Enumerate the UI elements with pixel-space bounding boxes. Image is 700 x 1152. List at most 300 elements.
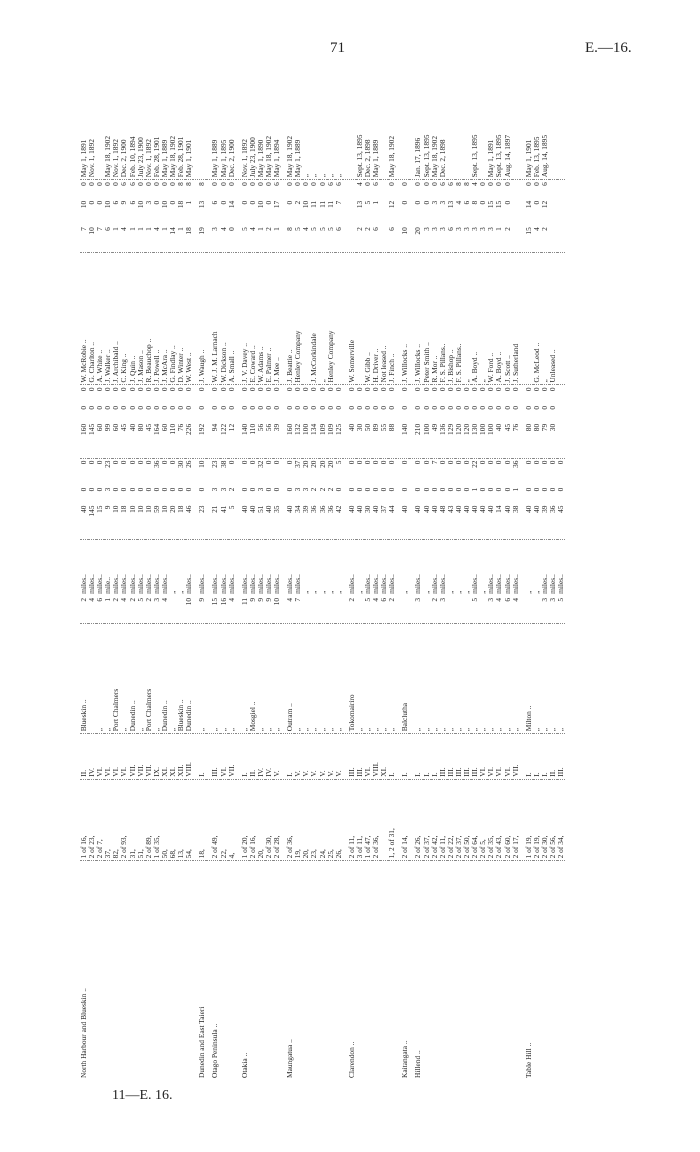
- cell-section: 2 of 30,: [541, 779, 549, 861]
- cell-area-acres: 36: [549, 504, 557, 540]
- cell-valuation: 94: [206, 422, 219, 458]
- cell-block: V.: [310, 734, 318, 779]
- cell-distance-unit: „: [168, 590, 178, 594]
- cell-area-roods: 0: [95, 487, 105, 492]
- cell-val-d: 0: [531, 387, 541, 392]
- cell-rent-l: 6: [447, 225, 455, 253]
- cell-lease-date: May 1, 1891: [487, 70, 495, 180]
- cell-area-perches: 0: [135, 460, 145, 465]
- cell-block: XI.: [380, 734, 388, 779]
- cell-area-roods: 0: [354, 487, 364, 492]
- cell-distance-unit: miles..: [494, 574, 504, 594]
- cell-rent-s: 10: [159, 200, 169, 209]
- cell-nearest-town: „: [479, 624, 487, 734]
- cell-lease-date: Nov. 1, 1892: [145, 70, 153, 180]
- cell-val-d: 0: [272, 387, 282, 392]
- cell-distance-unit: miles..: [143, 574, 153, 594]
- cell-district: Clarendon ..: [346, 1041, 356, 1078]
- cell-block: VII.: [137, 734, 145, 779]
- cell-val-d: 0: [95, 387, 105, 392]
- table-row: [302, 70, 310, 1080]
- table-row: [388, 70, 396, 1080]
- cell-nearest-town: „: [447, 624, 455, 734]
- cell-rent-s: 0: [478, 200, 488, 205]
- cell-area-roods: 0: [462, 487, 472, 492]
- cell-lessee: E. Palmer ..: [265, 253, 273, 385]
- cell-section: 2 of 49,: [206, 779, 219, 861]
- cell-rent-l: 4: [249, 225, 257, 253]
- table-row: [396, 70, 409, 1080]
- cell-area-acres: 10: [129, 504, 137, 540]
- cell-area-acres: 41: [220, 504, 228, 540]
- cell-rent-s: 18: [176, 200, 186, 209]
- cell-block: VI.: [487, 734, 495, 779]
- cell-val-d: 0: [363, 387, 372, 392]
- cell-lease-date: Jan. 17, 1896: [409, 70, 422, 180]
- cell-nearest-town: „: [439, 624, 447, 734]
- cell-rent-d: 4: [470, 182, 480, 186]
- cell-valuation: 192: [193, 422, 206, 458]
- cell-rent-s: 6: [462, 200, 472, 205]
- cell-val-d: 0: [184, 387, 194, 392]
- table-row: [447, 70, 455, 1080]
- cell-nearest-town: „: [356, 624, 364, 734]
- cell-valuation: 45: [145, 422, 153, 458]
- cell-rent-l: 7: [80, 225, 88, 253]
- cell-nearest-town: Dunedin ..: [185, 624, 193, 734]
- cell-val-d: 0: [437, 387, 447, 392]
- cell-valuation: 50: [364, 422, 372, 458]
- cell-rent-s: 3: [437, 200, 447, 205]
- table-row: [439, 70, 447, 1080]
- cell-val-s: 0: [127, 405, 137, 410]
- cell-distance-unit: miles..: [255, 574, 265, 594]
- cell-valuation: 39: [273, 422, 281, 458]
- cell-rent-s: [557, 199, 565, 225]
- cell-rent-d: 0: [255, 182, 265, 186]
- cell-lease-date: Nov. 1, 1892: [88, 70, 96, 180]
- cell-rent-s: 0: [263, 200, 273, 205]
- cell-valuation: 89: [372, 422, 380, 458]
- cell-block: I.: [541, 734, 549, 779]
- cell-distance-unit: miles..: [547, 574, 557, 594]
- cell-valuation: 110: [169, 422, 177, 458]
- cell-section: 2 of 5,: [479, 779, 487, 861]
- cell-lessee: J. Powell ..: [153, 253, 161, 385]
- cell-valuation: 140: [396, 422, 409, 458]
- cell-valuation: 30: [356, 422, 364, 458]
- cell-section: 2 of 37,: [455, 779, 463, 861]
- cell-val-d: 0: [127, 387, 137, 392]
- cell-distance: 3: [439, 596, 447, 624]
- cell-rent-s: 0: [239, 200, 249, 205]
- cell-district: [104, 861, 112, 1080]
- cell-area-acres: 36: [319, 504, 327, 540]
- cell-rent-l: 2: [504, 225, 512, 253]
- cell-val-s: 0: [453, 405, 463, 410]
- cell-block: III.: [343, 734, 356, 779]
- cell-section: 20,: [257, 779, 265, 861]
- cell-area-acres: 40: [479, 504, 487, 540]
- cell-val-s: 0: [317, 405, 327, 410]
- cell-rent-d: 0: [429, 182, 439, 186]
- cell-area-perches: 0: [346, 460, 356, 465]
- cell-section: 50,: [161, 779, 169, 861]
- cell-nearest-town: Blueskin ..: [80, 624, 88, 734]
- cell-rent-d: 0: [486, 182, 496, 186]
- cell-rent-d: 0: [387, 182, 397, 186]
- cell-nearest-town: „: [380, 624, 388, 734]
- cell-block: V.: [319, 734, 327, 779]
- cell-val-d: [557, 385, 565, 404]
- cell-area-perches: 0: [363, 460, 372, 465]
- cell-section: 1 of 20,: [236, 779, 249, 861]
- cell-nearest-town: „: [236, 624, 249, 734]
- cell-distance-unit: miles..: [111, 574, 121, 594]
- cell-distance-unit: miles..: [285, 574, 295, 594]
- cell-distance-unit: miles..: [218, 574, 228, 594]
- cell-valuation: 76: [177, 422, 185, 458]
- table-row: [161, 70, 169, 1080]
- cell-distance: 9: [249, 596, 257, 624]
- cell-distance: 4: [120, 596, 128, 624]
- cell-district: [169, 861, 177, 1080]
- cell-lessee: J. Quin ..: [129, 253, 137, 385]
- cell-val-d: 0: [309, 387, 319, 392]
- cell-distance-unit: „: [531, 590, 541, 594]
- cell-val-s: 0: [437, 405, 447, 410]
- table-row: [310, 70, 318, 1080]
- cell-lessee: F. S. Pillans..: [439, 253, 447, 385]
- cell-nearest-town: „: [257, 624, 265, 734]
- cell-block: VI.: [120, 734, 128, 779]
- cell-valuation: 100: [479, 422, 487, 458]
- cell-section: 24,: [319, 779, 327, 861]
- cell-district: [557, 861, 565, 1080]
- cell-distance: 5: [364, 596, 372, 624]
- cell-section: 2 of 37,: [423, 779, 431, 861]
- cell-val-d: 0: [379, 387, 389, 392]
- cell-val-d: 0: [226, 387, 236, 392]
- cell-val-s: 0: [176, 405, 186, 410]
- cell-rent-s: 8: [470, 200, 480, 205]
- cell-block: I.: [396, 734, 409, 779]
- cell-area-perches: 0: [523, 460, 533, 465]
- cell-val-d: 0: [470, 387, 480, 392]
- cell-area-perches: 0: [379, 460, 389, 465]
- cell-valuation: 134: [310, 422, 318, 458]
- cell-lease-date: Dec. 2, 1900: [228, 70, 236, 180]
- cell-val-s: 0: [547, 405, 557, 410]
- cell-val-d: 0: [371, 387, 381, 392]
- cell-section: 2 of 17,: [512, 779, 520, 861]
- cell-district: [504, 861, 512, 1080]
- cell-valuation: 100: [302, 422, 310, 458]
- cell-val-s: 0: [346, 405, 356, 410]
- cell-area-acres: 5: [228, 504, 236, 540]
- cell-lease-date: May 1, 1889: [161, 70, 169, 180]
- cell-rent-l: 6: [372, 225, 380, 253]
- cell-area-roods: 0: [119, 487, 129, 492]
- cell-valuation: 210: [409, 422, 422, 458]
- cell-block: VII.: [145, 734, 153, 779]
- cell-lease-date: May 1, 1891: [80, 70, 88, 180]
- cell-district: [533, 861, 541, 1080]
- cell-area-roods: 0: [379, 487, 389, 492]
- cell-rent-d: 0: [95, 182, 105, 186]
- cell-area-acres: 21: [206, 504, 219, 540]
- cell-rent-s: 13: [197, 200, 207, 209]
- cell-rent-d: 8: [453, 182, 463, 186]
- cell-distance-unit: miles..: [502, 574, 512, 594]
- cell-distance: 16: [220, 596, 228, 624]
- cell-area-acres: 40: [463, 504, 471, 540]
- cell-val-d: 0: [478, 387, 488, 392]
- cell-section: 2 of 11,: [343, 779, 356, 861]
- cell-lease-date: May 18, 1902: [169, 70, 177, 180]
- cell-lessee: J. Willocks ..: [396, 253, 409, 385]
- cell-distance-unit: „: [523, 590, 533, 594]
- cell-rent-l: 5: [310, 225, 318, 253]
- cell-distance-unit: „: [333, 590, 343, 594]
- cell-rent-d: 0: [87, 182, 97, 186]
- cell-distance: 15: [206, 596, 219, 624]
- cell-rent-l: 8: [281, 225, 294, 253]
- cell-lease-date: [447, 70, 455, 180]
- cell-block: VI.: [112, 734, 120, 779]
- cell-rent-s: 10: [103, 200, 113, 209]
- cell-val-d: 0: [346, 387, 356, 392]
- cell-nearest-town: „: [504, 624, 512, 734]
- cell-area-roods: 0: [400, 487, 410, 492]
- cell-area-perches: 0: [143, 460, 153, 465]
- cell-rent-d: 0: [363, 182, 372, 186]
- cell-area-acres: 40: [372, 504, 380, 540]
- cell-val-s: 0: [119, 405, 129, 410]
- cell-distance: 4: [281, 596, 294, 624]
- cell-lease-date: May 18, 1902: [104, 70, 112, 180]
- cell-block: V.: [273, 734, 281, 779]
- cell-val-s: 0: [263, 405, 273, 410]
- cell-rent-l: 1: [129, 225, 137, 253]
- cell-section: 2 of 11,: [439, 779, 447, 861]
- cell-area-roods: 0: [531, 487, 541, 492]
- cell-val-s: 0: [247, 405, 257, 410]
- cell-section: 2 of 30,: [265, 779, 273, 861]
- cell-rent-l: 2: [541, 225, 549, 253]
- cell-val-d: 0: [247, 387, 257, 392]
- cell-valuation: 79: [541, 422, 549, 458]
- cell-area-roods: 0: [547, 487, 557, 492]
- cell-district: [228, 861, 236, 1080]
- cell-area-perches: 5: [333, 460, 343, 465]
- cell-rent-l: 3: [439, 225, 447, 253]
- cell-nearest-town: „: [302, 624, 310, 734]
- cell-val-s: 0: [272, 405, 282, 410]
- cell-rent-d: 6: [119, 182, 129, 186]
- cell-district: [185, 861, 193, 1080]
- cell-rent-s: 5: [363, 200, 372, 205]
- cell-district: [364, 861, 372, 1080]
- cell-val-d: 0: [218, 387, 228, 392]
- cell-section: 2 of 19,: [533, 779, 541, 861]
- cell-rent-d: 6: [539, 182, 549, 186]
- cell-valuation: 12: [228, 422, 236, 458]
- cell-area-perches: 36: [510, 460, 520, 468]
- cell-block: VI.: [364, 734, 372, 779]
- cell-district: [129, 861, 137, 1080]
- cell-area-perches: 22: [470, 460, 480, 468]
- cell-valuation: [557, 422, 565, 458]
- cell-section: 2 of 14,: [396, 779, 409, 861]
- cell-val-s: 0: [510, 405, 520, 410]
- cell-district: [112, 861, 120, 1080]
- cell-area-acres: 18: [177, 504, 185, 540]
- cell-area-roods: 0: [135, 487, 145, 492]
- cell-block: V.: [302, 734, 310, 779]
- table-row: [327, 70, 335, 1080]
- cell-rent-d: 0: [309, 182, 319, 186]
- table-row: [96, 70, 104, 1080]
- cell-rent-l: 6: [335, 225, 343, 253]
- cell-nearest-town: „: [273, 624, 281, 734]
- cell-area-perches: 20: [309, 460, 319, 468]
- cell-section: 2 of 35,: [487, 779, 495, 861]
- cell-rent-l: 18: [185, 225, 193, 253]
- cell-val-s: 0: [143, 405, 153, 410]
- cell-lessee: A. White ..: [96, 253, 104, 385]
- cell-area-roods: 0: [168, 487, 178, 492]
- cell-block: IV.: [257, 734, 265, 779]
- cell-val-d: 0: [494, 387, 504, 392]
- cell-rent-d: 0: [421, 182, 431, 186]
- cell-rent-l: 1: [257, 225, 265, 253]
- cell-lessee: W. Ford ..: [487, 253, 495, 385]
- cell-rent-d: 0: [168, 182, 178, 186]
- cell-section: 2 of 16,: [249, 779, 257, 861]
- cell-distance-unit: miles..: [247, 574, 257, 594]
- cell-nearest-town: „: [193, 624, 206, 734]
- cell-district: [265, 861, 273, 1080]
- cell-val-d: 0: [293, 387, 303, 392]
- cell-lease-date: [193, 70, 206, 180]
- cell-lessee: [557, 253, 565, 385]
- cell-section: 2 of 36,: [372, 779, 380, 861]
- cell-section: 2 of 56,: [549, 779, 557, 861]
- cell-section: 22,: [220, 779, 228, 861]
- cell-distance-unit: „: [317, 590, 327, 594]
- cell-block: I.: [520, 734, 533, 779]
- cell-district: [495, 861, 503, 1080]
- cell-block: VII.: [129, 734, 137, 779]
- cell-area-roods: 0: [371, 487, 381, 492]
- cell-rent-l: 3: [487, 225, 495, 253]
- cell-district: Kaitangata ..: [400, 1040, 410, 1078]
- cell-lessee: Unleased ..: [549, 253, 557, 385]
- cell-distance: 11: [236, 596, 249, 624]
- cell-distance-unit: miles..: [210, 574, 220, 594]
- cell-lease-date: Sept. 13, 1895: [495, 70, 503, 180]
- cell-lease-date: May 1, 1895: [220, 70, 228, 180]
- cell-rent-d: 0: [103, 182, 113, 186]
- cell-rent-s: 13: [445, 200, 455, 209]
- cell-lessee: J. Scott ..: [504, 253, 512, 385]
- cell-rent-l: 14: [169, 225, 177, 253]
- cell-lease-date: „: [327, 70, 335, 180]
- cell-val-d: 0: [79, 387, 88, 392]
- cell-section: 51,: [137, 779, 145, 861]
- table-row: [335, 70, 343, 1080]
- cell-nearest-town: „: [206, 624, 219, 734]
- cell-rent-l: 7: [96, 225, 104, 253]
- cell-section: 2 of 28,: [273, 779, 281, 861]
- cell-lessee: W. McRobie ..: [80, 253, 88, 385]
- cell-lessee: D. Winter ..: [177, 253, 185, 385]
- cell-distance-unit: miles..: [437, 574, 447, 594]
- cell-rent-s: 13: [354, 200, 364, 209]
- cell-lessee: C. King ..: [120, 253, 128, 385]
- cell-val-s: 0: [218, 405, 228, 410]
- cell-nearest-town: „: [557, 624, 565, 734]
- cell-lessee: W. Somerville: [343, 253, 356, 385]
- cell-section: 26,: [335, 779, 343, 861]
- cell-block: III.: [447, 734, 455, 779]
- cell-district: [447, 861, 455, 1080]
- cell-district: [177, 861, 185, 1080]
- cell-area-roods: 0: [539, 487, 549, 492]
- cell-area-perches: 0: [531, 460, 541, 465]
- cell-valuation: 56: [257, 422, 265, 458]
- cell-valuation: 140: [236, 422, 249, 458]
- cell-area-acres: 23: [193, 504, 206, 540]
- cell-lease-date: Dec. 2, 1898: [364, 70, 372, 180]
- cell-val-d: 0: [523, 387, 533, 392]
- cell-val-d: 0: [210, 387, 220, 392]
- cell-lessee: A. Boyd ..: [471, 253, 479, 385]
- cell-valuation: 45: [504, 422, 512, 458]
- cell-rent-s: 0: [502, 200, 512, 205]
- cell-section: 2 of 42,: [431, 779, 439, 861]
- cell-rent-l: [549, 225, 557, 253]
- cell-distance: 4: [372, 596, 380, 624]
- cell-rent-s: [512, 199, 520, 225]
- cell-val-d: 0: [413, 387, 423, 392]
- cell-section: 1 of 35,: [153, 779, 161, 861]
- cell-area-roods: 1: [470, 487, 480, 492]
- cell-area-acres: 34: [294, 504, 302, 540]
- cell-area-acres: 36: [310, 504, 318, 540]
- cell-val-s: 0: [95, 405, 105, 410]
- cell-area-acres: 40: [409, 504, 422, 540]
- cell-lessee: A. Small ..: [228, 253, 236, 385]
- cell-valuation: 130: [471, 422, 479, 458]
- cell-area-perches: 0: [226, 460, 236, 465]
- cell-rent-s: 3: [429, 200, 439, 205]
- cell-district: [541, 861, 549, 1080]
- cell-rent-d: 0: [151, 182, 161, 186]
- cell-lease-date: Feb. 28, 1901: [177, 70, 185, 180]
- cell-area-perches: 0: [437, 460, 447, 465]
- cell-rent-s: 12: [539, 200, 549, 209]
- cell-block: VI.: [96, 734, 104, 779]
- cell-area-acres: 40: [249, 504, 257, 540]
- cell-lease-date: Feb. 10, 1894: [129, 70, 137, 180]
- cell-rent-s: 11: [325, 200, 335, 208]
- cell-rent-l: [512, 225, 520, 253]
- cell-val-d: 0: [103, 387, 113, 392]
- cell-area-perches: 0: [263, 460, 273, 465]
- cell-section: 2 of 23,: [88, 779, 96, 861]
